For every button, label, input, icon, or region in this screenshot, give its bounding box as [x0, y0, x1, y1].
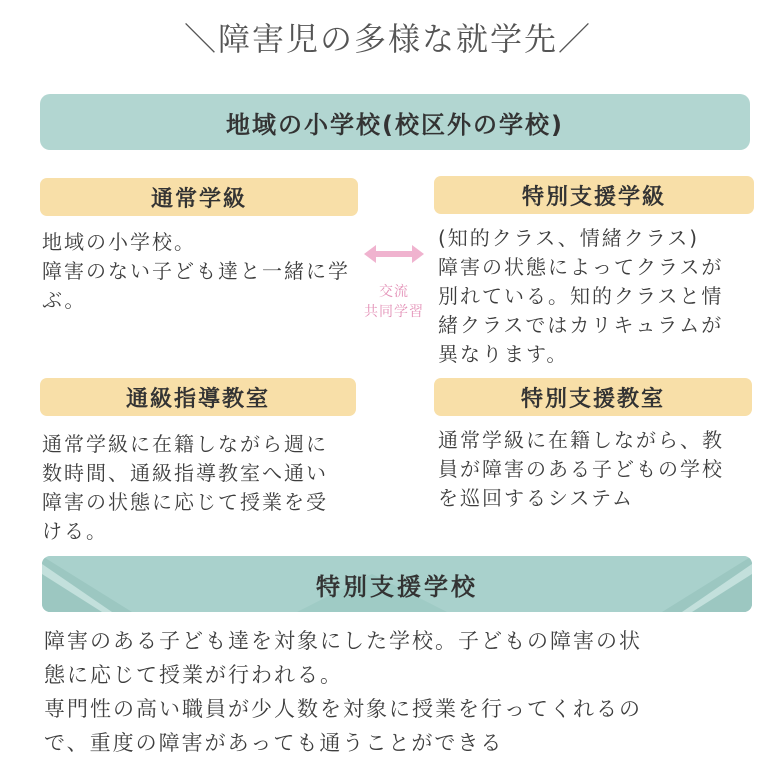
- support-room-header: 特別支援教室: [434, 378, 752, 416]
- text-line: 専門性の高い職員が少人数を対象に授業を行ってくれるの: [44, 697, 642, 721]
- text-line: 員が障害のある子どもの学校: [438, 457, 724, 481]
- text-line: 緒クラスではカリキュラムが: [438, 313, 724, 337]
- exchange-line: 交流: [379, 284, 409, 300]
- support-room-description: [438, 426, 774, 513]
- special-class-description: [438, 224, 774, 369]
- special-school-title: 特別支援学校: [316, 572, 478, 601]
- text-line: 数時間、通級指導教室へ通い: [42, 461, 328, 485]
- text-line: 異なります。: [438, 342, 569, 366]
- special-school-description: [44, 624, 764, 760]
- text-line: 通常学級に在籍しながら、教: [438, 428, 724, 452]
- local-school-header: 地域の小学校(校区外の学校): [40, 94, 750, 150]
- text-line: 別れている。知的クラスと情: [438, 284, 724, 308]
- text-line: で、重度の障害があっても通うことができる: [44, 731, 504, 755]
- text-line: ぶ。: [42, 288, 87, 312]
- exchange-line: 共同学習: [364, 304, 424, 320]
- special-class-header: 特別支援学級: [434, 176, 754, 214]
- regular-class-description: [42, 228, 362, 315]
- text-line: ける。: [42, 519, 108, 543]
- special-school-header: [42, 556, 752, 612]
- text-line: を巡回するシステム: [438, 486, 634, 510]
- page-title: ＼障害児の多様な就学先／: [183, 20, 592, 58]
- text-line: 障害の状態に応じて授業を受: [42, 490, 328, 514]
- text-line: 障害の状態によってクラスが: [438, 255, 724, 279]
- text-line: 通常学級に在籍しながら週に: [42, 432, 328, 456]
- resource-room-header: 通級指導教室: [40, 378, 356, 416]
- text-line: 障害のある子ども達を対象にした学校。子どもの障害の状: [44, 629, 642, 653]
- text-line: (知的クラス、情緒クラス): [438, 226, 700, 250]
- text-line: 障害のない子ども達と一緒に学: [42, 259, 350, 283]
- regular-class-header: 通常学級: [40, 178, 358, 216]
- text-line: 態に応じて授業が行われる。: [44, 663, 343, 687]
- resource-room-description: [42, 430, 362, 546]
- double-arrow-icon: [364, 244, 424, 264]
- exchange-label: [346, 282, 442, 322]
- text-line: 地域の小学校。: [42, 230, 196, 254]
